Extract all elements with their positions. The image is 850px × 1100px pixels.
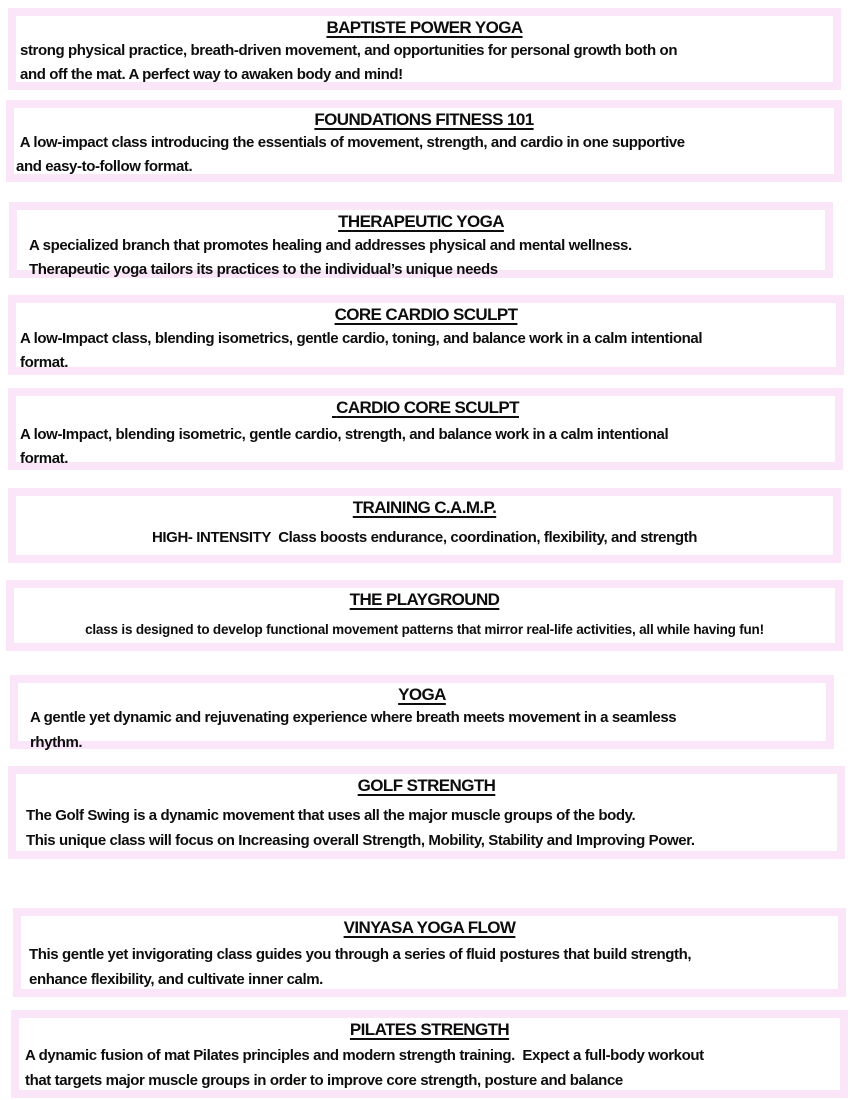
- class-title: THE PLAYGROUND: [349, 590, 500, 609]
- class-description: [17, 234, 825, 282]
- description-line: and easy-to-follow format.: [16, 158, 193, 175]
- class-title: BAPTISTE POWER YOGA: [326, 18, 523, 37]
- description-line: A low-Impact, blending isometric, gentle cardio, strength, and balance work in a calm intentional: [20, 426, 669, 443]
- description-line: that targets major muscle groups in order to improve core strength, posture and balance: [25, 1072, 623, 1089]
- class-description: [21, 942, 838, 992]
- class-description: [16, 39, 833, 87]
- class-description: [14, 131, 834, 179]
- class-description: [16, 803, 837, 853]
- class-card-training-camp: [8, 488, 841, 563]
- description-line: A low-impact class introducing the essentials of movement, strength, and cardio in one supportive: [16, 134, 685, 151]
- description-line: Therapeutic yoga tailors its practices to the individual’s unique needs: [29, 261, 498, 278]
- description-line: A low-Impact class, blending isometrics, gentle cardio, toning, and balance work in a calm intentional: [20, 330, 703, 347]
- class-description: [16, 423, 835, 471]
- class-card-core-cardio-sculpt: [8, 295, 844, 375]
- class-title: TRAINING C.A.M.P.: [352, 498, 497, 517]
- description-line: A gentle yet dynamic and rejuvenating experience where breath meets movement in a seamless: [30, 709, 677, 726]
- description-line: The Golf Swing is a dynamic movement that uses all the major muscle groups of the body.: [26, 807, 636, 824]
- class-title: THERAPEUTIC YOGA: [338, 212, 504, 231]
- class-description: [14, 618, 835, 642]
- description-line: class is designed to develop functional movement patterns that mirror real-life activities, all while having fun!: [85, 622, 764, 637]
- class-card-therapeutic-yoga: [9, 202, 833, 278]
- class-description: [16, 526, 833, 550]
- class-description: [16, 327, 836, 375]
- description-line: format.: [20, 450, 69, 467]
- class-card-pilates-strength: [11, 1010, 848, 1098]
- description-line: This unique class will focus on Increasing overall Strength, Mobility, Stability and Improving Power.: [26, 832, 695, 849]
- class-card-yoga: [10, 675, 834, 749]
- description-line: A dynamic fusion of mat Pilates principles and modern strength training. Expect a full-body workout: [25, 1047, 704, 1064]
- class-card-baptiste-power-yoga: [8, 8, 841, 90]
- description-line: HIGH- INTENSITY Class boosts endurance, coordination, flexibility, and strength: [151, 529, 698, 546]
- class-card-golf-strength: [8, 766, 845, 859]
- description-line: This gentle yet invigorating class guides you through a series of fluid postures that build strength,: [29, 946, 692, 963]
- description-line: rhythm.: [30, 734, 83, 751]
- class-card-the-playground: [6, 580, 843, 651]
- class-title: CARDIO CORE SCULPT: [332, 398, 519, 417]
- class-title: PILATES STRENGTH: [349, 1020, 510, 1039]
- class-title: FOUNDATIONS FITNESS 101: [314, 110, 534, 129]
- description-line: strong physical practice, breath-driven movement, and opportunities for personal growth both on: [20, 42, 678, 59]
- class-title: CORE CARDIO SCULPT: [334, 305, 518, 324]
- class-title: VINYASA YOGA FLOW: [343, 918, 516, 937]
- description-line: enhance flexibility, and cultivate inner calm.: [29, 971, 323, 988]
- class-card-foundations-fitness-101: [6, 100, 842, 182]
- description-line: A specialized branch that promotes healing and addresses physical and mental wellness.: [29, 237, 632, 254]
- class-description: [19, 1043, 840, 1093]
- class-card-vinyasa-yoga-flow: [13, 908, 846, 997]
- class-description: [18, 705, 826, 755]
- class-title: YOGA: [398, 685, 446, 704]
- description-line: format.: [20, 354, 69, 371]
- description-line: and off the mat. A perfect way to awaken body and mind!: [20, 66, 403, 83]
- class-card-cardio-core-sculpt: [8, 388, 843, 470]
- class-title: GOLF STRENGTH: [357, 776, 496, 795]
